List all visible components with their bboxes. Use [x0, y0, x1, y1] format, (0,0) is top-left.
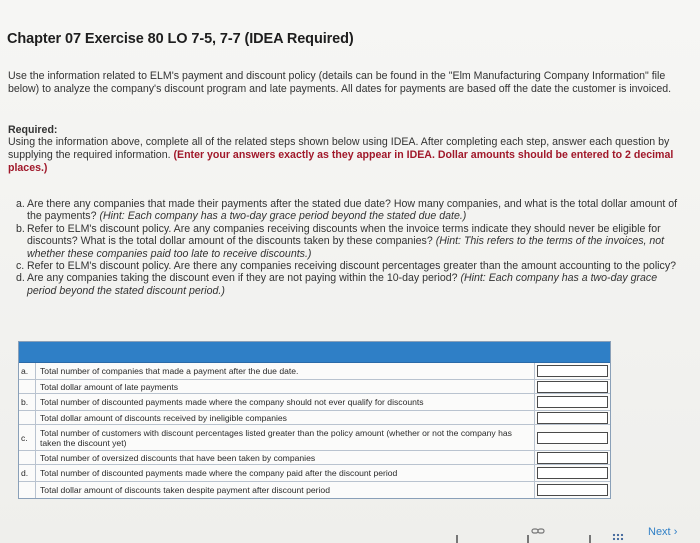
question-marker: d. [16, 272, 25, 285]
question-list [16, 198, 684, 297]
required-heading: Required: [8, 124, 58, 136]
question-text: Are there any companies that made their payments after the stated due date? How many companies, and what is the total dollar amount of the payments? [27, 198, 678, 223]
row-text: Total number of companies that made a payment after the due date. [36, 363, 535, 379]
question-marker: b. [16, 222, 25, 235]
row-label: d. [19, 465, 36, 481]
row-text: Total dollar amount of discounts taken despite payment after discount period [36, 482, 535, 498]
row-text: Total number of oversized discounts that have been taken by companies [36, 451, 535, 464]
answer-input-b1[interactable] [537, 396, 608, 408]
row-text: Total number of customers with discount percentages listed greater than the policy amount (whether or not the company has taken the discount yet) [36, 425, 535, 450]
intro-paragraph: Use the information related to ELM's payment and discount policy (details can be found in the "Elm Manufacturing Company Information" file below) to analyze the company's discount program and late payments. All dates for payments are based off the date the customer is invoiced. [8, 70, 672, 95]
answer-table-header [19, 342, 610, 363]
next-label: Next [648, 526, 671, 538]
row-text: Total dollar amount of discounts received by ineligible companies [36, 411, 535, 424]
row-label: b. [19, 394, 36, 410]
row-label [19, 482, 36, 498]
chevron-right-icon: › [673, 526, 678, 538]
table-row [19, 482, 610, 498]
question-marker: a. [16, 198, 25, 210]
row-label: c. [19, 425, 36, 450]
answer-table [18, 341, 611, 499]
table-row [19, 465, 610, 482]
row-label [19, 411, 36, 424]
row-label [19, 451, 36, 464]
page-title: Chapter 07 Exercise 80 LO 7-5, 7-7 (IDEA Required) [7, 31, 354, 47]
table-row [19, 425, 610, 451]
required-instructions [8, 136, 688, 175]
table-row [19, 380, 610, 394]
question-hint: (Hint: Each company has a two-day grace period beyond the stated discount period.) [27, 272, 658, 297]
answer-input-b2[interactable] [537, 412, 608, 424]
answer-input-c1[interactable] [537, 432, 608, 444]
question-hint: (Hint: Each company has a two-day grace period beyond the stated due date.) [99, 210, 467, 223]
required-emphasis: (Enter your answers exactly as they appear in IDEA. Dollar amounts should be entered to 2 decimal places.) [8, 149, 674, 174]
row-label: a. [19, 363, 36, 379]
answer-input-a1[interactable] [537, 365, 608, 377]
table-row [19, 363, 610, 380]
row-text: Total dollar amount of late payments [36, 380, 535, 393]
question-text: Refer to ELM's discount policy. Are any companies receiving discounts when the invoice terms indicate they should never be eligible for discounts? What is the total dollar amount of the discounts taken by these companies? [27, 222, 661, 248]
answer-input-a2[interactable] [537, 381, 608, 393]
page-tick [456, 535, 458, 543]
question-text: Refer to ELM's discount policy. Are there any companies receiving discount percentages greater than the amount accounting to the policy? [27, 260, 677, 273]
row-text: Total number of discounted payments made where the company should not ever qualify for discounts [36, 394, 535, 410]
table-row [19, 394, 610, 411]
answer-input-d2[interactable] [537, 484, 608, 496]
next-button[interactable] [648, 526, 677, 538]
table-row [19, 411, 610, 425]
question-a [16, 198, 684, 223]
question-d [16, 272, 684, 297]
answer-input-d1[interactable] [537, 467, 608, 479]
grid-icon[interactable] [612, 533, 624, 541]
question-marker: c. [16, 260, 25, 273]
required-text: Using the information above, complete all of the related steps shown below using IDEA. After completing each step, answer each question by supplying the required information. [8, 136, 670, 161]
question-b [16, 223, 684, 260]
footer-bar [0, 522, 700, 543]
row-label [19, 380, 36, 393]
question-hint: (Hint: This refers to the terms of the invoices, not whether these companies paid too late to receive discounts.) [27, 235, 665, 260]
row-text: Total number of discounted payments made where the company paid after the discount period [36, 465, 535, 481]
link-icon[interactable] [531, 526, 545, 536]
table-row [19, 451, 610, 465]
question-text: Are any companies taking the discount even if they are not paying within the 10-day period? [27, 272, 461, 285]
question-c [16, 260, 684, 272]
answer-input-c2[interactable] [537, 452, 608, 464]
page-tick [527, 535, 529, 543]
page-tick [589, 535, 591, 543]
